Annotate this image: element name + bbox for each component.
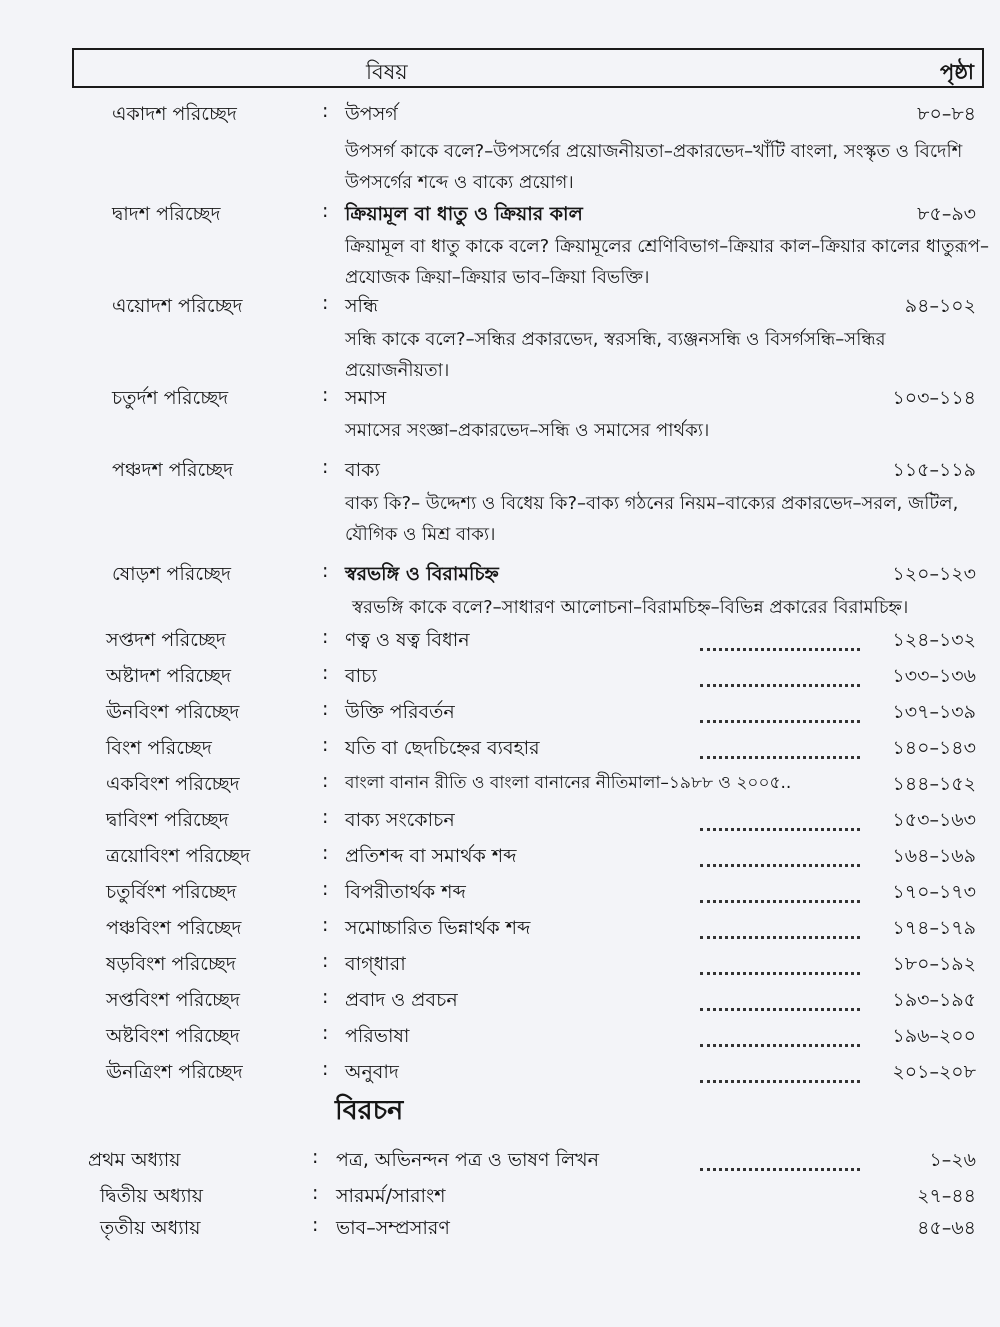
topic-name: ণত্ব ও ষত্ব বিধান (345, 629, 470, 651)
colon: : (322, 734, 329, 756)
topic-description: সন্ধি কাকে বলে?–সন্ধির প্রকারভেদ, স্বরসন্ধি, ব্যঞ্জনসন্ধি ও বিসর্গসন্ধি–সন্ধির প্রয়োজনীয়তা। (345, 329, 886, 381)
topic-name: বাক্য সংকোচন (345, 809, 455, 831)
chapter-name: তৃতীয় অধ্যায় (100, 1217, 201, 1239)
colon: : (322, 626, 329, 648)
dot-leader (700, 622, 860, 651)
chapter-name: এয়োদশ পরিচ্ছেদ (112, 295, 243, 317)
toc-entry (0, 96, 1000, 130)
chapter-name: ঊনবিংশ পরিচ্ছেদ (106, 701, 240, 723)
page-range: ৮০–৮৪ (917, 103, 976, 125)
topic-name: বিপরীতার্থক শব্দ (345, 881, 466, 903)
topic-description: ক্রিয়ামূল বা ধাতু কাকে বলে? ক্রিয়ামূলের শ্রেণিবিভাগ–ক্রিয়ার কাল–ক্রিয়ার কালের ধাতুরূপ–প্রযোজক ক্রিয়া–ক্রিয়ার ভাব–ক্রিয়া বিভক্তি। (345, 236, 989, 288)
topic-name: উক্তি পরিবর্তন (345, 701, 455, 723)
page-range: ১১৫–১১৯ (892, 459, 976, 481)
page-range: ১৩৩–১৩৬ (892, 665, 976, 687)
topic-name: সন্ধি (345, 295, 379, 317)
toc-entry (0, 1178, 1000, 1212)
toc-entry (0, 946, 1000, 980)
topic-description: সমাসের সংজ্ঞা–প্রকারভেদ–সন্ধি ও সমাসের পার্থক্য। (345, 420, 710, 441)
colon: : (322, 770, 329, 792)
toc-entry (0, 622, 1000, 656)
chapter-name: চতুর্বিংশ পরিচ্ছেদ (106, 881, 237, 903)
colon: : (322, 200, 329, 222)
page-range: ১৫৩–১৬৩ (892, 809, 976, 831)
toc-entry (0, 910, 1000, 944)
page-range: ৮৫–৯৩ (917, 203, 976, 225)
chapter-name: বিংশ পরিচ্ছেদ (106, 737, 212, 759)
page-range: ৪৫–৬৪ (917, 1217, 976, 1239)
toc-entry (0, 1054, 1000, 1088)
chapter-name: সপ্তদশ পরিচ্ছেদ (106, 629, 226, 651)
dot-leader (700, 1142, 860, 1171)
colon: : (322, 560, 329, 582)
toc-entry (0, 1142, 1000, 1176)
page-heading: পৃষ্ঠা (939, 60, 974, 84)
page-range: ১৩৭–১৩৯ (892, 701, 976, 723)
chapter-name: একবিংশ পরিচ্ছেদ (106, 773, 240, 795)
dot-leader (700, 1054, 860, 1083)
toc-entry (0, 658, 1000, 692)
toc-header (72, 48, 984, 88)
topic-name: উপসর্গ (345, 103, 398, 125)
topic-name: সমাস (345, 387, 387, 409)
chapter-name: ষোড়শ পরিচ্ছেদ (112, 563, 231, 585)
topic-name: প্রতিশব্দ বা সমার্থক শব্দ (345, 845, 517, 867)
topic-name: যতি বা ছেদচিহ্নের ব্যবহার (345, 737, 540, 759)
page-range: ১৯৬–২০০ (892, 1025, 976, 1047)
page-range: ১২০–১২৩ (892, 563, 976, 585)
topic-name: বাচ্য (345, 665, 377, 687)
topic-name: সমোচ্চারিত ভিন্নার্থক শব্দ (345, 917, 531, 939)
page-range: ১৪৪–১৫২ (892, 773, 976, 795)
chapter-name: দ্বাদশ পরিচ্ছেদ (112, 203, 221, 225)
toc-entry (0, 196, 1000, 230)
topic-name: বাংলা বানান রীতি ও বাংলা বানানের নীতিমালা–১৯৮৮ ও ২০০৫.. (345, 773, 792, 793)
chapter-name: চতুর্দশ পরিচ্ছেদ (112, 387, 229, 409)
chapter-name: দ্বিতীয় অধ্যায় (100, 1185, 203, 1207)
chapter-name: একাদশ পরিচ্ছেদ (112, 103, 237, 125)
chapter-name: প্রথম অধ্যায় (88, 1149, 181, 1171)
page-range: ১৯৩–১৯৫ (892, 989, 976, 1011)
topic-name: বাক্য (345, 459, 380, 481)
toc-entry (0, 452, 1000, 486)
toc-entry (0, 874, 1000, 908)
colon: : (322, 986, 329, 1008)
page-range: ১৪০–১৪৩ (892, 737, 976, 759)
topic-description: উপসর্গ কাকে বলে?–উপসর্গের প্রয়োজনীয়তা–প্রকারভেদ–খাঁটি বাংলা, সংস্কৃত ও বিদেশি উপসর্গের শব্দে ও বাক্যে প্রয়োগ। (345, 141, 963, 193)
colon: : (322, 698, 329, 720)
chapter-name: ত্রয়োবিংশ পরিচ্ছেদ (106, 845, 251, 867)
colon: : (312, 1146, 319, 1168)
colon: : (322, 878, 329, 900)
colon: : (322, 456, 329, 478)
dot-leader (700, 946, 860, 975)
page-range: ২০১–২০৮ (892, 1061, 976, 1083)
toc-entry (0, 982, 1000, 1016)
page-range: ১–২৬ (929, 1149, 976, 1171)
colon: : (322, 100, 329, 122)
page-range: ১৭৪–১৭৯ (892, 917, 976, 939)
toc-entry (0, 694, 1000, 728)
toc-entry (0, 1210, 1000, 1244)
dot-leader (700, 1018, 860, 1047)
topic-name: বাগ্‌ধারা (345, 953, 406, 975)
colon: : (322, 1058, 329, 1080)
topic-description: বাক্য কি?– উদ্দেশ্য ও বিধেয় কি?–বাক্য গঠনের নিয়ম–বাক্যের প্রকারভেদ–সরল, জটিল, যৌগিক ও মিশ্র বাক্য। (345, 493, 959, 545)
topic-name: পরিভাষা (345, 1025, 410, 1047)
colon: : (322, 1022, 329, 1044)
dot-leader (700, 838, 860, 867)
dot-leader (700, 982, 860, 1011)
dot-leader (700, 874, 860, 903)
subject-heading: বিষয় (366, 60, 408, 84)
topic-name: সারমর্ম/সারাংশ (336, 1185, 446, 1207)
toc-entry (0, 838, 1000, 872)
page-range: ১২৪–১৩২ (892, 629, 976, 651)
toc-entry (0, 730, 1000, 764)
colon: : (322, 842, 329, 864)
chapter-name: পঞ্চদশ পরিচ্ছেদ (112, 459, 234, 481)
page-range: ৯৪–১০২ (904, 295, 976, 317)
topic-name: স্বরভঙ্গি ও বিরামচিহ্ন (345, 563, 499, 585)
chapter-name: দ্বাবিংশ পরিচ্ছেদ (106, 809, 229, 831)
topic-name: পত্র, অভিনন্দন পত্র ও ভাষণ লিখন (336, 1149, 599, 1171)
section-title: বিরচন (335, 1095, 404, 1126)
topic-name: ক্রিয়ামূল বা ধাতু ও ক্রিয়ার কাল (345, 203, 583, 225)
chapter-name: অষ্টাদশ পরিচ্ছেদ (106, 665, 232, 687)
chapter-name: পঞ্চবিংশ পরিচ্ছেদ (106, 917, 242, 939)
chapter-name: অষ্টবিংশ পরিচ্ছেদ (106, 1025, 240, 1047)
colon: : (322, 292, 329, 314)
colon: : (312, 1214, 319, 1236)
page-range: ২৭–৪৪ (917, 1185, 976, 1207)
colon: : (322, 914, 329, 936)
page-range: ১০৩–১১৪ (892, 387, 976, 409)
toc-entry (0, 1018, 1000, 1052)
colon: : (322, 950, 329, 972)
colon: : (322, 384, 329, 406)
toc-entry (0, 766, 1000, 800)
toc-entry (0, 556, 1000, 590)
topic-name: প্রবাদ ও প্রবচন (345, 989, 458, 1011)
dot-leader (700, 658, 860, 687)
colon: : (322, 806, 329, 828)
colon: : (322, 662, 329, 684)
chapter-name: ঊনত্রিংশ পরিচ্ছেদ (106, 1061, 243, 1083)
toc-entry (0, 288, 1000, 322)
page-range: ১৮০–১৯২ (892, 953, 976, 975)
toc-entry (0, 380, 1000, 414)
topic-name: অনুবাদ (345, 1061, 399, 1083)
topic-description: স্বরভঙ্গি কাকে বলে?–সাধারণ আলোচনা–বিরামচিহ্ন–বিভিন্ন প্রকারের বিরামচিহ্ন। (352, 597, 909, 618)
chapter-name: সপ্তবিংশ পরিচ্ছেদ (106, 989, 241, 1011)
page-range: ১৭০–১৭৩ (892, 881, 976, 903)
dot-leader (700, 802, 860, 831)
dot-leader (700, 694, 860, 723)
chapter-name: ষড়বিংশ পরিচ্ছেদ (106, 953, 236, 975)
colon: : (312, 1182, 319, 1204)
dot-leader (700, 910, 860, 939)
topic-name: ভাব–সম্প্রসারণ (336, 1217, 450, 1239)
toc-entry (0, 802, 1000, 836)
page-range: ১৬৪–১৬৯ (892, 845, 976, 867)
dot-leader (700, 730, 860, 759)
